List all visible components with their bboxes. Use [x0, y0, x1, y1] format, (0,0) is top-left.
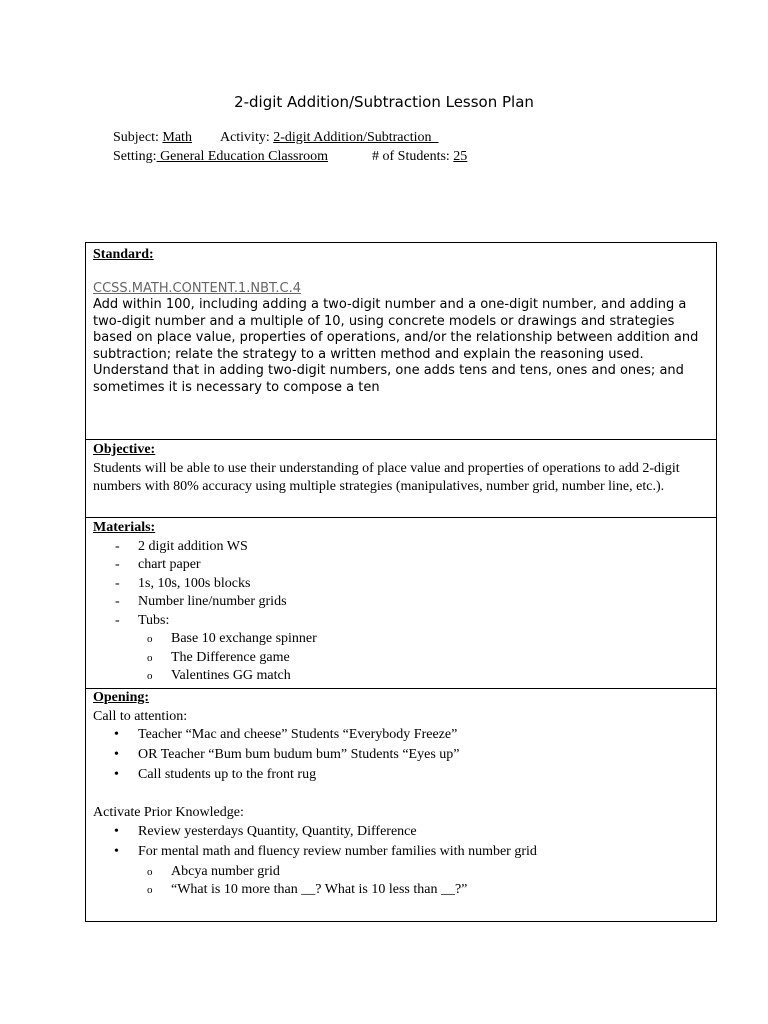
setting-value: General Education Classroom: [156, 149, 329, 164]
meta-line-1: [113, 130, 439, 146]
list-item: o The Difference game: [147, 649, 290, 665]
list-item: - 1s, 10s, 100s blocks: [115, 575, 251, 591]
objective-section: [86, 439, 716, 517]
list-item: o “What is 10 more than __? What is 10 less than __?”: [147, 882, 468, 897]
materials-heading: Materials:: [93, 520, 156, 535]
list-item: • For mental math and fluency review number families with number grid: [114, 843, 537, 859]
opening-heading: Opening:: [93, 690, 150, 705]
list-item: • Call students up to the front rug: [114, 767, 317, 782]
subject-label: Subject:: [113, 130, 163, 145]
standard-code-link[interactable]: CCSS.MATH.CONTENT.1.NBT.C.4: [93, 280, 302, 296]
list-item: - 2 digit addition WS: [115, 538, 248, 554]
materials-list: [93, 538, 709, 631]
standard-heading: Standard:: [93, 247, 154, 262]
lesson-table: [85, 242, 717, 922]
list-item: o Base 10 exchange spinner: [147, 631, 317, 646]
prior-knowledge-label: Activate Prior Knowledge:: [93, 805, 244, 820]
meta-line-2: [113, 149, 467, 165]
prior-knowledge-sublist: [93, 863, 709, 900]
list-item: - Number line/number grids: [115, 594, 287, 609]
list-item: - chart paper: [115, 557, 201, 572]
list-item: o Abcya number grid: [147, 863, 280, 879]
setting-label: Setting:: [113, 149, 157, 164]
subject-value: Math: [162, 130, 192, 145]
activity-label: Activity:: [219, 130, 274, 145]
activity-value: 2-digit Addition/Subtraction: [273, 130, 432, 145]
students-label: # of Students:: [372, 149, 454, 164]
tubs-list: [93, 630, 709, 686]
standard-section: [86, 243, 716, 439]
list-item: - Tubs:: [115, 612, 170, 628]
prior-knowledge-list: [93, 823, 709, 862]
call-to-attention-label: Call to attention:: [93, 708, 188, 724]
standard-text: Add within 100, including adding a two-digit number and a one-digit number, and adding a two-digit number and a multiple of 10, using concrete models or drawings and strategies based on place value, properties of operations, and/or the relationship between addition and subtraction; relate the strategy to a written method and explain the reasoning used. Understand that in adding two-digit numbers, one adds tens and tens, ones and ones; and sometimes it is necessary to compose a ten: [93, 297, 699, 395]
objective-text: Students will be able to use their understanding of place value and properties of operations to add 2-digit numbers with 80% accuracy using multiple strategies (manipulatives, number grid, number line, etc.).: [93, 460, 680, 494]
materials-section: [86, 517, 716, 688]
opening-section: [86, 688, 716, 921]
page-title: 2-digit Addition/Subtraction Lesson Plan: [234, 93, 534, 111]
students-value: 25: [453, 149, 468, 164]
list-item: • OR Teacher “Bum bum budum bum” Students “Eyes up”: [114, 747, 460, 762]
call-to-attention-list: [93, 726, 709, 785]
list-item: • Teacher “Mac and cheese” Students “Everybody Freeze”: [114, 727, 458, 742]
list-item: • Review yesterdays Quantity, Quantity, Difference: [114, 823, 417, 839]
objective-heading: Objective:: [93, 442, 156, 457]
list-item: o Valentines GG match: [147, 668, 291, 683]
